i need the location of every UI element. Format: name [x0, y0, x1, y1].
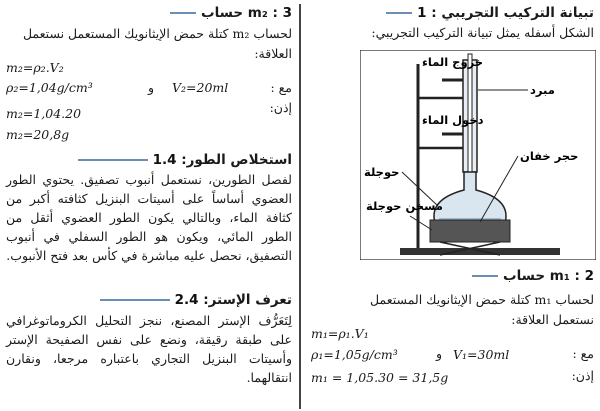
s2-relation: m₁=ρ₁.V₁ — [311, 326, 369, 341]
s2-density: ρ₁=1,05g/cm³ — [311, 347, 398, 362]
s2-then-label: إذن: — [571, 368, 594, 383]
figure-caption: الشكل أسفله يمثل تبيانة التركيب التجريبي: — [371, 25, 594, 40]
s3-calc: m₂=1,04.20 — [6, 106, 82, 121]
heading-rule — [78, 159, 148, 161]
stand-base — [400, 248, 560, 255]
section-number: 2.4 — [174, 292, 199, 308]
section-title: حساب m₁ : — [503, 268, 580, 284]
section-title: تعرف الإستر: — [203, 292, 292, 308]
label-stones: حجر خفان — [520, 149, 579, 163]
s3-with-label: مع : — [270, 80, 292, 95]
heading-rule — [386, 12, 412, 14]
s3-result: m₂=20,8g — [6, 127, 70, 142]
s2-with-label: مع : — [572, 346, 594, 361]
heading-rule — [472, 275, 498, 277]
s2-volume: V₁=30ml — [453, 347, 510, 362]
section-title: استخلاص الطور: — [181, 152, 292, 168]
s3-and: و — [147, 80, 154, 95]
section-1-4-heading — [78, 152, 292, 168]
section-number: 3 — [282, 5, 292, 21]
s2-result: m₁ = 1,05.30 = 31,5g — [311, 370, 449, 385]
heading-rule — [170, 12, 196, 14]
label-condenser: مبرد — [530, 83, 555, 97]
s3-density: ρ₂=1,04g/cm³ — [6, 80, 93, 95]
s3-volume: V₂=20ml — [172, 80, 229, 95]
section-2-heading — [472, 268, 594, 284]
section-number: 1.4 — [152, 152, 177, 168]
s24-paragraph: لِتَعَرُّف الإستر المصنع، ننجز التحليل الكروماتوغرافي على طبقة رقيقة، ونضع على نفس الصفيحة الإستر وأسيتات البنزيل التجاري باعتباره مرجعا، ونقارن انتقالهما. — [6, 313, 292, 385]
section-3-heading — [170, 5, 292, 21]
section-title: حساب m₂ : — [201, 5, 278, 21]
heading-rule — [100, 299, 170, 301]
s2-and: و — [435, 346, 442, 361]
s3-then-label: إذن: — [269, 100, 292, 115]
label-flask: حوجلة — [364, 165, 400, 179]
section-2-4-heading — [100, 292, 292, 308]
label-water-out: خروج الماء — [422, 55, 484, 69]
section-number: 1 — [417, 5, 427, 21]
left-column — [0, 0, 298, 411]
s2-relation-label: نستعمل العلاقة: — [511, 312, 594, 327]
section-number: 2 — [584, 268, 594, 284]
s2-text: لحساب m₁ كتلة حمض الإيثانويك المستعمل — [370, 292, 594, 307]
s3-text: لحساب m₂ كتلة حمض الإيثانويك المستعمل نستعمل — [22, 26, 292, 41]
column-divider — [299, 4, 301, 409]
section-1-heading — [386, 5, 594, 21]
label-water-in: دخول الماء — [422, 113, 484, 127]
s3-relation-label: العلاقة: — [254, 46, 292, 61]
heater — [430, 220, 510, 242]
s14-paragraph: لفصل الطورين، نستعمل أنبوب تصفيق. يحتوي الطور العضوي أساساً على أسيتات البنزيل كثافته أكبر من كثافة الماء، وبالتالي يكون الطور العضوي أثقل من الطور المائي، ويكون هو الطور السفلي في أنبوب التصفيق، نحصل عليه مباشرة في كأس بعد فتح الأنبوب. — [6, 172, 292, 263]
label-heater: مسخن حوجلة — [366, 199, 443, 213]
section-title: تبيانة التركيب التجريبي : — [431, 5, 594, 21]
s3-relation: m₂=ρ₂.V₂ — [6, 60, 64, 75]
apparatus-diagram — [360, 50, 596, 260]
